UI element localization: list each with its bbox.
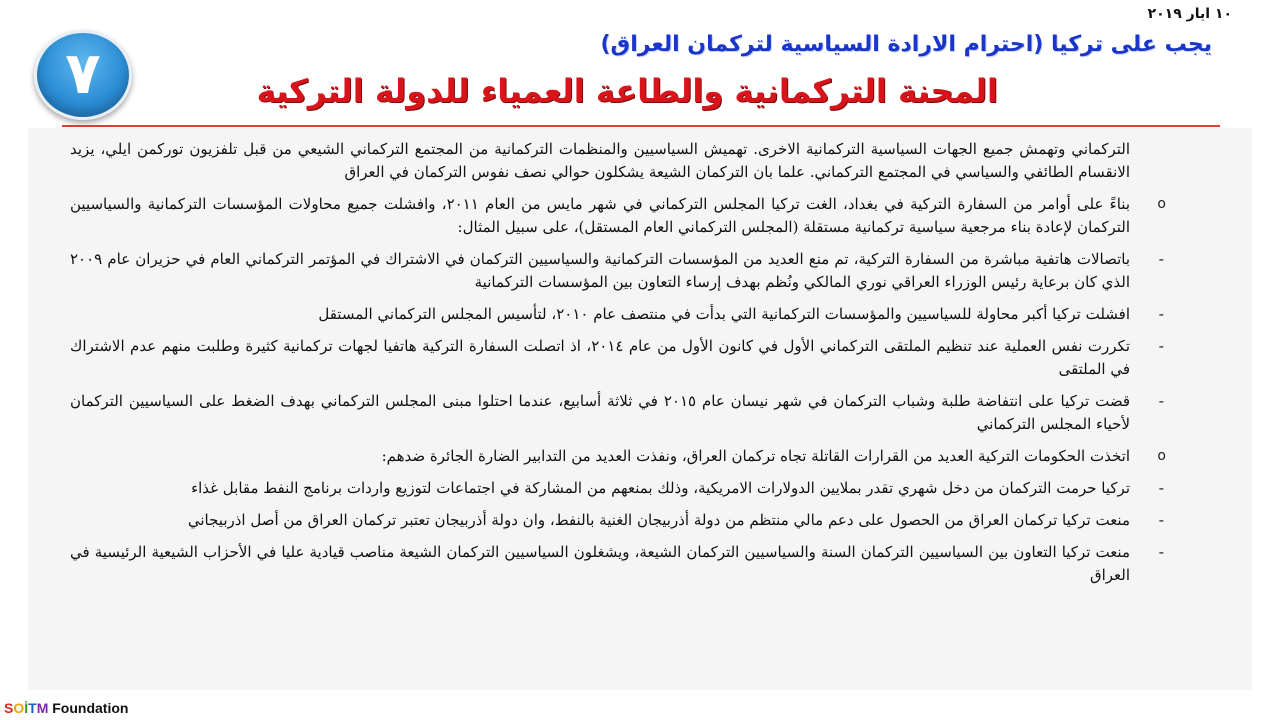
sub-bullet-text: افشلت تركيا أكبر محاولة للسياسيين والمؤسسات التركمانية التي بدأت في منتصف عام ٢٠١٠، لتأسيس المجلس التركماني المستقل — [318, 305, 1130, 323]
dash-bullet-icon: - — [1158, 392, 1164, 410]
bullet-text: بناءً على أوامر من السفارة التركية في بغداد، الغت تركيا المجلس التركماني في شهر مايس من العام ٢٠١١، وافشلت جميع محاولات المؤسسات التركمانية والسياسيين التركمان لإعادة بناء مرجعية سياسية تركمانية مستقلة (المجلس التركماني العام المستقل)، على سبيل المثال: — [70, 195, 1131, 236]
title-line-2: المحنة التركمانية والطاعة العمياء للدولة التركية — [256, 72, 998, 110]
dash-bullet-icon: - — [1158, 305, 1164, 323]
sub-bullet-text: قضت تركيا على انتفاضة طلبة وشباب التركمان في شهر نيسان عام ٢٠١٥ في ثلاثة أسابيع، عندما احتلوا مبنى المجلس التركماني بهدف الضغط على السياسيين التركمان لأحياء المجلس التركماني — [70, 392, 1131, 433]
sub-bullet-item — [70, 509, 1164, 532]
logo-letter: O — [13, 700, 25, 716]
dash-bullet-icon: - — [1158, 543, 1164, 561]
slide-header — [28, 26, 1252, 126]
slide-number: ٧ — [65, 39, 101, 107]
dash-bullet-icon: - — [1158, 479, 1164, 497]
circle-bullet-icon: o — [1157, 448, 1166, 464]
logo-letter: T — [28, 700, 37, 716]
bullet-item — [70, 445, 1166, 468]
header-divider — [62, 125, 1220, 127]
logo-letter: S — [4, 700, 14, 716]
sub-bullet-item — [70, 541, 1164, 587]
sub-bullet-item — [70, 248, 1164, 294]
bullet-text: اتخذت الحكومات التركية العديد من القرارات القاتلة تجاه تركمان العراق، ونفذت العديد من التدابير الضارة الجائرة ضدهم: — [381, 447, 1130, 465]
sub-bullet-text: تركيا حرمت التركمان من دخل شهري تقدر بملايين الدولارات الامريكية، وذلك بمنعهم من المشاركة في اجتماعات لتوزيع واردات برنامج النفط مقابل غذاء — [191, 479, 1130, 497]
logo-suffix: Foundation — [52, 700, 129, 716]
dash-bullet-icon: - — [1158, 511, 1164, 529]
footer-logo — [4, 700, 128, 716]
paragraph — [70, 138, 1130, 184]
logo-letter: İ — [24, 700, 29, 716]
sub-bullet-item — [70, 303, 1164, 326]
sub-bullet-text: تكررت نفس العملية عند تنظيم الملتقى التركماني الأول في كانون الأول من عام ٢٠١٤، اذ اتصلت السفارة التركية هاتفيا لجهات تركمانية كثيرة وطلبت منهم عدم الاشتراك في الملتقى — [70, 337, 1130, 378]
logo-letter: M — [36, 700, 49, 716]
slide-content — [70, 138, 1166, 596]
dash-bullet-icon: - — [1158, 250, 1164, 268]
paragraph-text: التركماني وتهمش جميع الجهات السياسية التركمانية الاخرى. تهميش السياسيين والمنظمات التركمانية من المجتمع التركماني الشيعي من قبل تلفزيون توركمن ايلي، يزيد الانقسام الطائفي والسياسي في المجتمع التركماني. علما بان التركمان الشيعة يشكلون حوالي نصف نفوس التركمان في العراق — [70, 140, 1130, 181]
bullet-item — [70, 193, 1166, 239]
sub-bullet-item — [70, 335, 1164, 381]
slide-number-badge — [34, 30, 132, 120]
circle-bullet-icon: o — [1157, 196, 1166, 212]
sub-bullet-item — [70, 390, 1164, 436]
sub-bullet-text: باتصالات هاتفية مباشرة من السفارة التركية، تم منع العديد من المؤسسات التركمانية والسياسيين التركمان في الاشتراك في المؤتمر التركماني العام في حزيران عام ٢٠٠٩ الذي كان برعاية رئيس الوزراء العراقي نوري المالكي ونُظم بهدف إرساء التعاون بين المؤسسات التركمانية — [70, 250, 1130, 291]
title-line-1: يجب على تركيا (احترام الارادة السياسية لتركمان العراق) — [600, 32, 1212, 57]
dash-bullet-icon: - — [1158, 337, 1164, 355]
sub-bullet-text: منعت تركيا تركمان العراق من الحصول على دعم مالي منتظم من دولة أذربيجان الغنية بالنفط، وان دولة أذربيجان تعتبر تركمان العراق من أصل اذربيجاني — [187, 511, 1130, 529]
sub-bullet-text: منعت تركيا التعاون بين السياسيين التركمان السنة والسياسيين التركمان الشيعة، ويشغلون السياسيين التركمان الشيعة مناصب قيادية عليا في الأحزاب الشيعية الرئيسية في العراق — [70, 543, 1130, 584]
sub-bullet-item — [70, 477, 1164, 500]
date-label: ١٠ ايار ٢٠١٩ — [1147, 6, 1232, 22]
